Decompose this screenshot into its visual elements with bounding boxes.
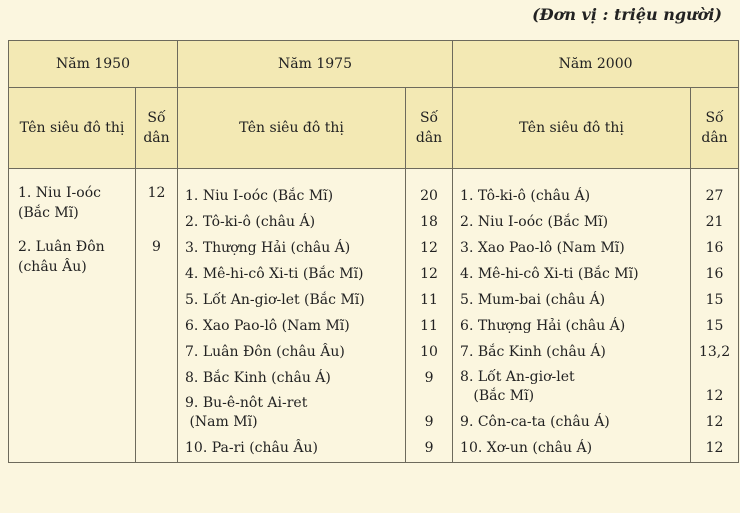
pop-value: 11 bbox=[420, 292, 438, 308]
pop-value: 10 bbox=[420, 344, 438, 360]
list-item: 1. Tô-ki-ô (châu Á) bbox=[460, 188, 591, 204]
list-item: 2. Tô-ki-ô (châu Á) bbox=[185, 214, 316, 230]
list-item: 6. Xao Pao-lô (Nam Mĩ) bbox=[185, 318, 350, 334]
list-item: 3. Xao Pao-lô (Nam Mĩ) bbox=[460, 240, 625, 256]
list-item: 7. Luân Đôn (châu Âu) bbox=[185, 344, 345, 360]
pops-1975 bbox=[406, 169, 453, 463]
cities-1975 bbox=[178, 169, 406, 463]
pop-value: 11 bbox=[420, 318, 438, 334]
city-col-1975: Tên siêu đô thị bbox=[178, 88, 406, 169]
year-2000-header: Năm 2000 bbox=[453, 41, 739, 88]
list-item: 8. Bắc Kinh (châu Á) bbox=[185, 370, 331, 386]
pops-1950 bbox=[136, 169, 178, 463]
pop-value: 20 bbox=[420, 188, 438, 204]
pops-2000 bbox=[691, 169, 739, 463]
pop-value: 15 bbox=[705, 318, 724, 334]
list-item: 10. Pa-ri (châu Âu) bbox=[185, 440, 318, 456]
pop-col-2000: Số dân bbox=[691, 88, 739, 169]
list-item: 9. Bu-ê-nôt Ai-ret (Nam Mĩ) bbox=[185, 395, 308, 430]
list-item: 10. Xơ-un (châu Á) bbox=[460, 440, 593, 456]
list-item: 5. Lốt An-giơ-let (Bắc Mĩ) bbox=[185, 292, 365, 308]
cities-2000 bbox=[453, 169, 691, 463]
pop-value: 18 bbox=[420, 214, 438, 230]
pop-value: 15 bbox=[705, 292, 724, 308]
pop-value: 16 bbox=[705, 240, 724, 256]
city-col-1950: Tên siêu đô thị bbox=[9, 88, 136, 169]
megacity-table bbox=[8, 40, 739, 463]
pop-value: 12 bbox=[705, 440, 724, 456]
pop-value: 16 bbox=[705, 266, 724, 282]
pop-value: 13,2 bbox=[698, 344, 731, 360]
cities-1950 bbox=[9, 169, 136, 463]
pop-value: 12 bbox=[705, 414, 724, 430]
list-item: 8. Lốt An-giơ-let (Bắc Mĩ) bbox=[460, 369, 575, 404]
data-row bbox=[9, 169, 739, 463]
list-item: 2. Niu I-oóc (Bắc Mĩ) bbox=[460, 214, 609, 230]
pop-col-1975: Số dân bbox=[406, 88, 453, 169]
list-item: 4. Mê-hi-cô Xi-ti (Bắc Mĩ) bbox=[185, 266, 364, 282]
list-item: 5. Mum-bai (châu Á) bbox=[460, 292, 606, 308]
list-item: 1. Niu I-oóc (Bắc Mĩ) bbox=[185, 188, 334, 204]
list-item: 1. Niu I-oóc (Bắc Mĩ) bbox=[18, 185, 101, 221]
city-col-2000: Tên siêu đô thị bbox=[453, 88, 691, 169]
pop-col-1950: Số dân bbox=[136, 88, 178, 169]
pop-value: 12 bbox=[147, 185, 166, 201]
list-item: 2. Luân Đôn (châu Âu) bbox=[18, 239, 105, 275]
list-item: 3. Thượng Hải (châu Á) bbox=[185, 240, 351, 256]
list-item: 6. Thượng Hải (châu Á) bbox=[460, 318, 626, 334]
pop-value: 12 bbox=[420, 266, 438, 282]
unit-note: (Đơn vị : triệu người) bbox=[532, 5, 722, 24]
pop-value: 9 bbox=[424, 370, 434, 386]
list-item: 7. Bắc Kinh (châu Á) bbox=[460, 344, 606, 360]
pop-value: 27 bbox=[705, 188, 724, 204]
list-item: 4. Mê-hi-cô Xi-ti (Bắc Mĩ) bbox=[460, 266, 639, 282]
list-item: 9. Côn-ca-ta (châu Á) bbox=[460, 414, 610, 430]
year-header-row bbox=[9, 41, 739, 88]
pop-value: 21 bbox=[705, 214, 724, 230]
pop-value: 12 bbox=[705, 388, 724, 404]
year-1975-header: Năm 1975 bbox=[178, 41, 453, 88]
pop-value: 9 bbox=[424, 414, 434, 430]
column-header-row bbox=[9, 88, 739, 169]
pop-value: 9 bbox=[152, 239, 161, 255]
pop-value: 9 bbox=[424, 440, 434, 456]
pop-value: 12 bbox=[420, 240, 438, 256]
year-1950-header: Năm 1950 bbox=[9, 41, 178, 88]
